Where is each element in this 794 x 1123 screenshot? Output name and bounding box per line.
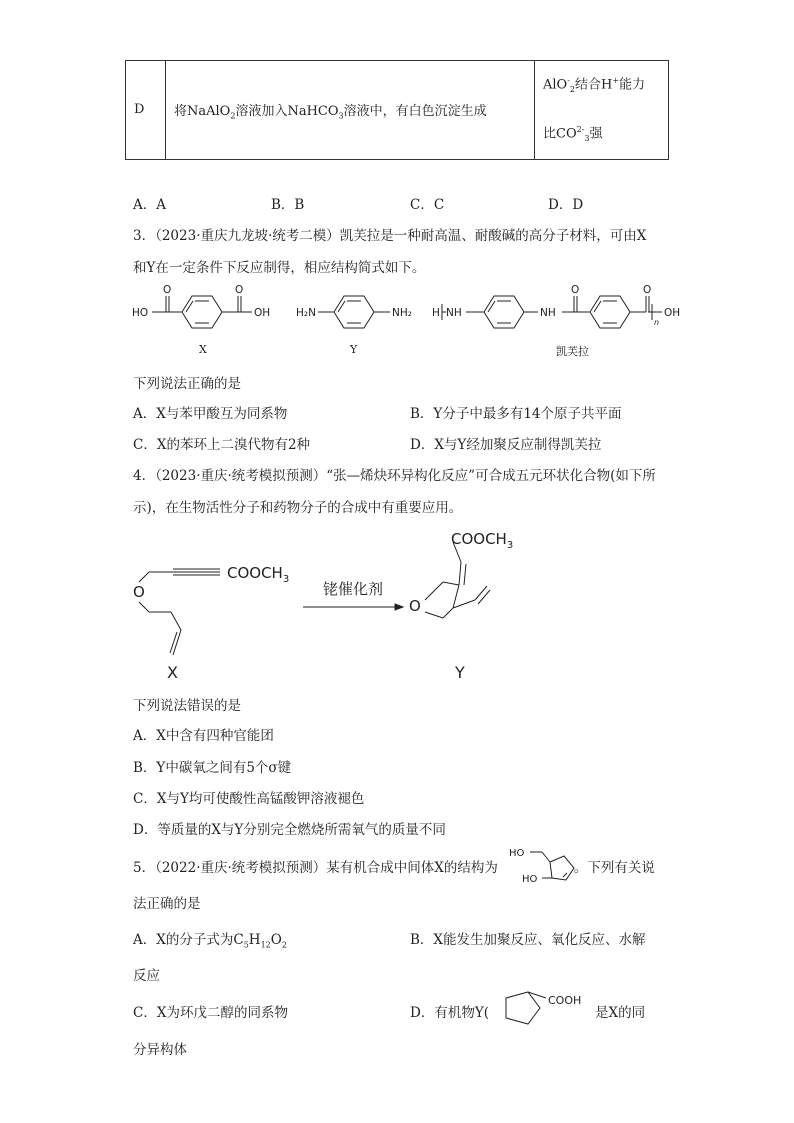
q5-opt-a-text-1: A．X的分子式为C	[133, 932, 244, 948]
kevlar-h-label: H	[432, 307, 440, 319]
q4-option-d[interactable]: D．等质量的X与Y分别完全燃烧所需氧气的质量不同	[133, 822, 446, 838]
q4-label-x: X	[167, 663, 178, 682]
q4-reaction-figure	[125, 520, 555, 685]
q3-stem-line-1: 3．（2023·重庆九龙坡·统考二模）凯芙拉是一种耐高温、耐酸碱的高分子材料，可由X	[133, 228, 647, 244]
q5-stem-line-2: 法正确的是	[133, 896, 201, 912]
q3-structures-figure	[128, 282, 698, 362]
q5-opt-a-sub-3: 2	[281, 940, 287, 950]
q5-opt-a-sub-2: 12	[260, 940, 271, 950]
q5-molecule-y	[492, 988, 600, 1028]
q4-stem-line-2: 示)，在生物活性分子和药物分子的合成中有重要应用。	[133, 500, 463, 516]
conclusion-text-4: 比CO	[543, 126, 577, 142]
x-ester-label	[227, 564, 289, 585]
q4-option-c[interactable]: C．X与Y均可使酸性高锰酸钾溶液褪色	[133, 791, 365, 807]
q4-label-y: Y	[455, 663, 465, 682]
q5-cooh-label: COOH	[548, 994, 582, 1007]
y-nh2-label: NH₂	[392, 307, 412, 319]
kevlar-o-label-1: O	[571, 284, 580, 296]
y-ester-label	[451, 530, 513, 551]
q3-stem-line-2: 和Y在一定条件下反应制得，相应结构简式如下。	[133, 260, 426, 276]
q5-stem-pre: 5．（2022·重庆·统考模拟预测）某有机合成中间体X的结构为	[133, 860, 498, 876]
q5-opt-d-text-2: 是X的同	[595, 1005, 646, 1021]
operation-text-2: 溶液加入NaHCO	[235, 103, 339, 119]
x-o-label-1: O	[163, 284, 172, 296]
kevlar-o-label-2: O	[643, 284, 652, 296]
y-ester-text: COOCH	[451, 530, 507, 548]
q5-option-a[interactable]	[133, 928, 287, 950]
x-ester-sub: 3	[282, 574, 290, 585]
x-o-label-2: O	[235, 284, 244, 296]
conclusion-cell	[535, 61, 669, 160]
kevlar-nh-label-1: NH	[446, 307, 462, 319]
x-oh-label: OH	[254, 307, 271, 319]
operation-sub-2: 3	[338, 111, 344, 121]
q3-option-d[interactable]: D．X与Y经加聚反应制得凯芙拉	[410, 437, 602, 453]
q4-option-b[interactable]: B．Y中碳氧之间有5个σ键	[133, 760, 292, 776]
conclusion-sup-3: 2-	[576, 124, 585, 134]
q4-stem-line-1: 4．（2023·重庆·统考模拟预测）“张—烯炔环异构化反应”可合成五元环状化合物(如下所	[133, 468, 656, 484]
q5-opt-d-text-1: D．有机物	[410, 1005, 475, 1021]
kevlar-nh-label-2: NH	[540, 307, 556, 319]
kevlar-oh-label: OH	[664, 307, 681, 319]
q5-option-b[interactable]: B．X能发生加聚反应、氧化反应、水解	[410, 932, 646, 948]
y-ring-o-label: O	[409, 597, 421, 615]
q3-label-kevlar: 凯芙拉	[556, 345, 589, 358]
conclusion-line-1	[543, 61, 660, 110]
operation-text-3: 溶液中，有白色沉淀生成	[343, 103, 487, 119]
q2-option-d[interactable]: D．D	[548, 197, 584, 213]
y-ester-sub: 3	[506, 540, 514, 551]
operation-cell	[166, 61, 535, 160]
q5-option-c[interactable]: C．X为环戊二醇的同系物	[133, 1005, 288, 1021]
q4-option-a[interactable]: A．X中含有四种官能团	[133, 728, 274, 744]
q5-option-d-continued: 分异构体	[133, 1042, 187, 1058]
q3-label-x: X	[199, 343, 207, 356]
conclusion-text-1: AlO	[543, 77, 568, 93]
q5-molecule-x	[508, 842, 586, 888]
x-hoc-label: HO	[132, 307, 149, 319]
q5-opt-a-sub-1: 5	[243, 940, 249, 950]
q2-option-c[interactable]: C．C	[410, 197, 445, 213]
q2-option-a[interactable]: A．A	[133, 197, 166, 213]
option-letter: D	[126, 61, 166, 160]
option-d-table	[125, 60, 669, 160]
x-ether-o-label: O	[133, 583, 145, 601]
conclusion-text-5: 强	[589, 126, 603, 142]
q5-option-b-continued: 反应	[133, 968, 160, 984]
conclusion-sup-2: +	[612, 76, 620, 85]
conclusion-text-2: 结合H	[575, 77, 613, 93]
table-row	[126, 61, 669, 160]
operation-sub-1: 2	[230, 111, 236, 121]
q5-opt-a-text-2: H	[248, 932, 261, 948]
q3-prompt: 下列说法正确的是	[133, 376, 241, 392]
conclusion-sup-1: -	[567, 76, 570, 85]
q5-ho-label-2: HO	[522, 874, 538, 885]
q2-option-b[interactable]: B．B	[271, 197, 305, 213]
q4-prompt: 下列说法错误的是	[133, 698, 241, 714]
q5-stem-post: 。下列有关说	[573, 860, 655, 876]
q5-ho-label-1: HO	[509, 848, 525, 859]
kevlar-n-label: n	[654, 318, 660, 327]
y-h2n-label: H₂N	[296, 307, 316, 319]
q3-label-y: Y	[350, 343, 358, 356]
conclusion-sub-1: 2	[569, 84, 576, 94]
x-ester-text: COOCH	[227, 564, 283, 582]
conclusion-sub-3: 3	[584, 133, 590, 143]
conclusion-text-3: 能力	[619, 77, 646, 93]
q5-opt-a-text-3: O	[270, 932, 282, 948]
q3-option-c[interactable]: C．X的苯环上二溴代物有2种	[133, 437, 311, 453]
q3-option-b[interactable]: B．Y分子中最多有14个原子共平面	[410, 406, 622, 422]
catalyst-label: 铑催化剂	[323, 580, 384, 598]
conclusion-line-2	[543, 110, 660, 159]
q3-option-a[interactable]: A．X与苯甲酸互为同系物	[133, 406, 288, 422]
operation-text-1: 将NaAlO	[174, 103, 231, 119]
q5-opt-d-y: Y(	[474, 1005, 490, 1021]
